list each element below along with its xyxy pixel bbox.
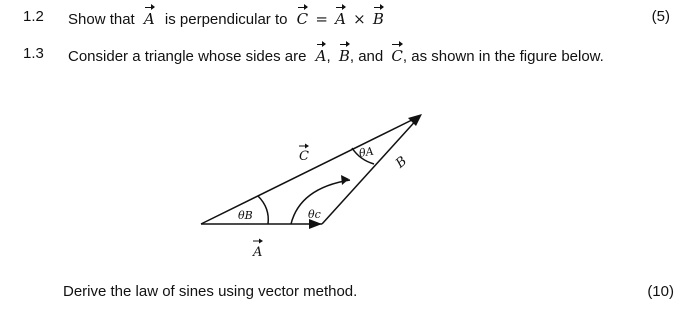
label-vector-c: C	[299, 149, 309, 164]
arrowhead-theta-c	[341, 175, 349, 185]
equals-sign: =	[315, 10, 328, 28]
marks-label: (5)	[651, 8, 670, 25]
vector-a: A	[144, 6, 155, 30]
vector-a: A	[335, 6, 346, 30]
task-line	[0, 281, 700, 303]
text-show-that: Show that	[68, 11, 135, 28]
vector-c: C	[391, 43, 402, 67]
vector-b: B	[373, 6, 384, 30]
vector-a: A	[316, 43, 327, 67]
question-number: 1.2	[23, 8, 44, 25]
label-vector-a: A	[253, 245, 263, 260]
arc-theta-b	[258, 196, 268, 224]
task-text: Derive the law of sines using vector method.	[63, 283, 358, 300]
label-theta-c: θc	[308, 208, 321, 221]
marks-label: (10)	[647, 283, 674, 300]
text-as-shown: , as shown in the figure below.	[402, 48, 604, 65]
text-perpendicular: is perpendicular to	[164, 11, 288, 28]
label-vector-a-arrowhead	[259, 239, 263, 244]
label-theta-b: θB	[238, 209, 253, 222]
text-consider: Consider a triangle whose sides are	[68, 48, 307, 65]
label-vector-c-arrowhead	[305, 144, 309, 149]
arrowhead-b	[408, 114, 422, 126]
cross-sign: ×	[353, 10, 366, 28]
side-b-line	[322, 116, 420, 224]
vector-b: B	[339, 43, 350, 67]
label-vector-b: B	[393, 153, 411, 172]
comma: ,	[326, 48, 331, 65]
label-theta-a: θA	[358, 144, 375, 160]
question-number: 1.3	[23, 45, 44, 62]
vector-c: C	[297, 6, 308, 30]
text-and: , and	[349, 48, 384, 65]
